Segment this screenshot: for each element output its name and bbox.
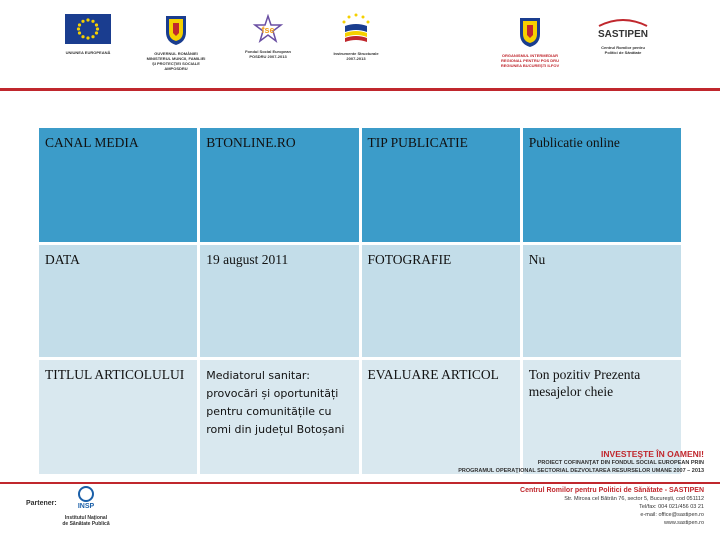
value-fotografie: Nu	[523, 245, 681, 357]
contact-address: Str. Mircea cel Bătrân 76, sector 5, Bucureşti, cod 051112	[564, 496, 704, 502]
value-titlul-articolului	[200, 360, 358, 474]
fse-logo	[238, 14, 298, 59]
sastipen-caption-2: Politici de Sănătate	[604, 50, 642, 55]
label-data: DATA	[39, 245, 197, 357]
oirposdru-caption-1: ORGANISMUL INTERMEDIAR	[501, 53, 559, 58]
gov-caption-2: MINISTERUL MUNCII, FAMILIEI	[146, 56, 206, 61]
partner-label: Partener:	[26, 500, 57, 507]
eu-flag-icon	[65, 14, 111, 44]
oirposdru-caption-3: REGIUNEA BUCUREŞTI ILFOV	[500, 63, 560, 68]
gov-ministry-logo	[140, 12, 212, 71]
label-evaluare-articol: EVALUARE ARTICOL	[362, 360, 520, 474]
structural-caption-2: 2007-2013	[346, 56, 366, 61]
gov-caption-1: GUVERNUL ROMÂNIEI	[154, 51, 198, 56]
fse-caption-1: Fondul Social European	[245, 49, 291, 54]
label-fotografie: FOTOGRAFIE	[362, 245, 520, 357]
contact-email: e-mail: office@sastipen.ro	[640, 512, 704, 518]
romania-coat-of-arms-icon	[163, 12, 189, 46]
table-row	[39, 128, 681, 242]
invest-title: INVESTEŞTE ÎN OAMENI!	[601, 449, 704, 459]
oirposdru-logo	[494, 14, 566, 68]
sastipen-caption-1: Centrul Romilor pentru	[601, 45, 645, 50]
invest-line-2: PROGRAMUL OPERAŢIONAL SECTORIAL DEZVOLTAREA RESURSELOR UMANE 2007 – 2013	[458, 468, 704, 474]
invest-line-1: PROIECT COFINANŢAT DIN FONDUL SOCIAL EUROPEAN PRIN	[537, 460, 704, 466]
article-title-text: Mediatorul sanitar: provocări și oportunități pentru comunitățile cu romi din județul Botoșani	[206, 369, 345, 436]
contact-phone: Tel/fax: 004 021/456 03 21	[639, 504, 704, 510]
label-tip-publicatie: TIP PUBLICATIE	[362, 128, 520, 242]
insp-logo	[58, 486, 114, 527]
sastipen-logo	[588, 16, 658, 55]
fse-caption-2: POSDRU 2007-2013	[249, 54, 287, 59]
value-canal-media: BTONLINE.RO	[200, 128, 358, 242]
gov-caption-3: ŞI PROTECŢIEI SOCIALE	[152, 61, 200, 66]
table-row	[39, 245, 681, 357]
oirposdru-coat-of-arms-icon	[517, 14, 543, 48]
footer-divider	[0, 482, 720, 484]
structural-instruments-logo	[326, 12, 386, 61]
eu-caption: UNIUNEA EUROPEANĂ	[65, 50, 111, 55]
label-titlul-articolului: TITLUL ARTICOLULUI	[39, 360, 197, 474]
org-name: Centrul Romilor pentru Politici de Sănătate - SASTIPEN	[520, 487, 704, 494]
structural-caption-1: Instrumente Structurale	[333, 51, 379, 56]
oirposdru-caption-2: REGIONAL PENTRU POS DRU	[501, 58, 559, 63]
contact-website: www.sastipen.ro	[663, 520, 704, 526]
contact-block	[520, 487, 704, 527]
label-canal-media: CANAL MEDIA	[39, 128, 197, 242]
fse-logo-text: fse	[261, 25, 275, 35]
insp-logo-icon	[71, 486, 101, 510]
insp-line-2: de Sănătate Publică	[62, 521, 110, 527]
media-monitoring-table	[36, 125, 684, 477]
gov-caption-4: AMPOSDRU	[164, 66, 188, 71]
structural-instruments-icon	[339, 12, 373, 46]
value-tip-publicatie: Publicatie online	[523, 128, 681, 242]
value-data: 19 august 2011	[200, 245, 358, 357]
invest-banner	[458, 449, 704, 475]
sastipen-logo-icon	[593, 16, 653, 40]
insp-logo-text: INSP	[77, 503, 95, 510]
sastipen-logo-text: SASTIPEN	[597, 29, 649, 40]
value-evaluare-articol: Ton pozitiv Prezenta mesajelor cheie	[523, 360, 681, 474]
header-divider	[0, 88, 720, 91]
fse-star-icon	[251, 14, 285, 44]
insp-line-1: Institutul Naţional	[64, 515, 108, 521]
eu-logo	[58, 14, 118, 55]
